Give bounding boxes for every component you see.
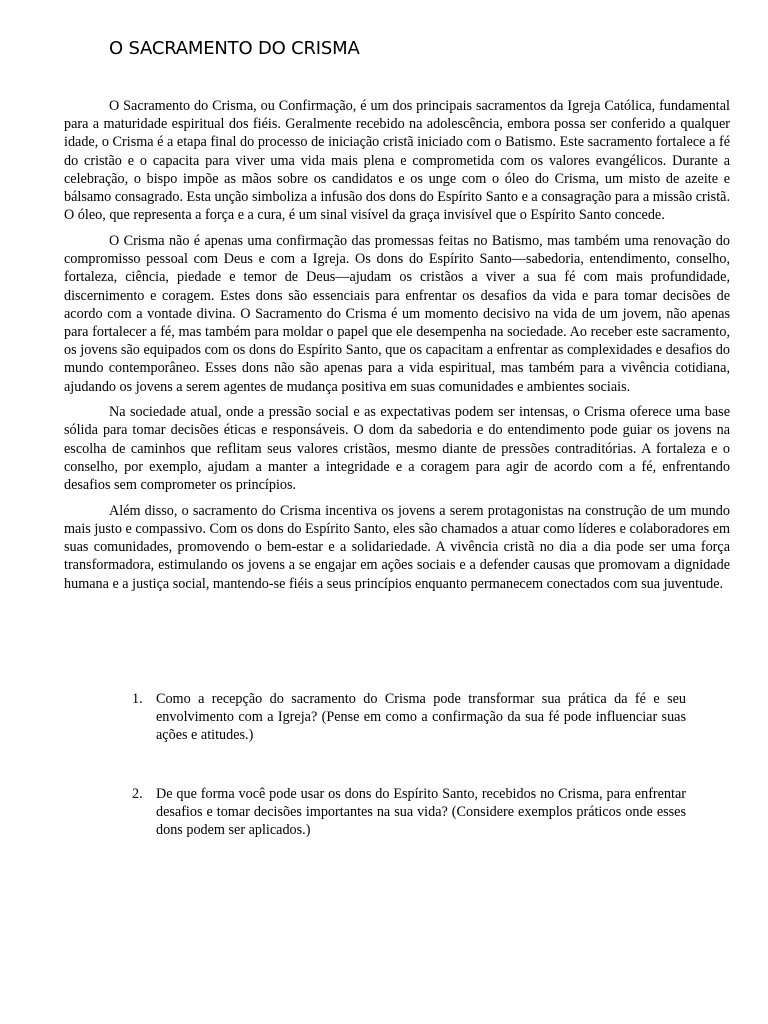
question-number: 2. (132, 785, 143, 802)
paragraph: Na sociedade atual, onde a pressão social e as expectativas podem ser intensas, o Crisma oferece uma base sólida para tomar decisões éticas e responsáveis. O dom da sabedoria e do entendimento pode guiar os jovens na escolha de caminhos que reflitam seus valores cristãos, mesmo diante de pressões contraditórias. A fortaleza e o conselho, por exemplo, ajudam a manter a integridade e a coragem para agir de acordo com a fé, enfrentando desafios sem comprometer os princípios. (64, 404, 730, 494)
paragraph: Além disso, o sacramento do Crisma incentiva os jovens a serem protagonistas na construção de um mundo mais justo e compassivo. Com os dons do Espírito Santo, eles são chamados a atuar como líderes e colaboradores em suas comunidades, promovendo o bem-estar e a solidariedade. A vivência cristã no dia a dia pode ser uma força transformadora, estimulando os jovens a se engajar em ações sociais e a defender causas que promovam a dignidade humana e a justiça social, mantendo-se fiéis a seus princípios enquanto permanecem conectados com sua juventude. (64, 502, 730, 592)
question-number: 1. (132, 691, 143, 707)
question-text: De que forma você pode usar os dons do Espírito Santo, recebidos no Crisma, para enfrentar desafios e tomar decisões importantes na sua vida? (Considere exemplos práticos onde esses dons podem ser aplicados.) (156, 785, 686, 839)
paragraph: O Sacramento do Crisma, ou Confirmação, é um dos principais sacramentos da Igreja Católica, fundamental para a maturidade espiritual dos fiéis. Geralmente recebido na adolescência, embora possa ser conferido a qualquer idade, o Crisma é a etapa final do processo de iniciação cristã iniciado com o Batismo. Este sacramento fortalece a fé do cristão e o capacita para viver uma vida mais plena e comprometida com os valores evangélicos. Durante a celebração, o bispo impõe as mãos sobre os candidatos e os unge com o óleo do Crisma, um misto de azeite e bálsamo consagrado. Esta unção simboliza a infusão dos dons do Espírito Santo e a consagração para a missão cristã. O óleo, que representa a força e a cura, é um sinal visível da graça invisível que o Espírito Santo concede. (64, 98, 730, 224)
document-title: O SACRAMENTO DO CRISMA (109, 38, 360, 59)
document-body (64, 97, 730, 600)
question-text: Como a recepção do sacramento do Crisma pode transformar sua prática da fé e seu envolvimento com a Igreja? (Pense em como a confirmação da sua fé pode influenciar suas ações e atitudes.) (156, 691, 686, 744)
question-list (118, 690, 686, 879)
paragraph: O Crisma não é apenas uma confirmação das promessas feitas no Batismo, mas também uma renovação do compromisso pessoal com Deus e com a Igreja. Os dons do Espírito Santo—sabedoria, entendimento, conselho, fortaleza, ciência, piedade e temor de Deus—ajudam os cristãos a viver a sua fé com mais profundidade, discernimento e coragem. Estes dons são essenciais para enfrentar os desafios da vida e para tomar decisões de acordo com a vontade divina. O Sacramento do Crisma é um momento decisivo na vida de um jovem, não apenas para fortalecer a fé, mas também para moldar o papel que ele desempenha na sociedade. Ao receber este sacramento, os jovens são equipados com os dons do Espírito Santo, que os capacitam a enfrentar as complexidades e desafios do mundo contemporâneo. Esses dons não são apenas para a vida espiritual, mas também para a vivência cotidiana, ajudando os jovens a serem agentes de mudança positiva em suas comunidades e ambientes sociais. (64, 232, 730, 395)
question-item (118, 785, 686, 840)
question-item (118, 690, 686, 745)
